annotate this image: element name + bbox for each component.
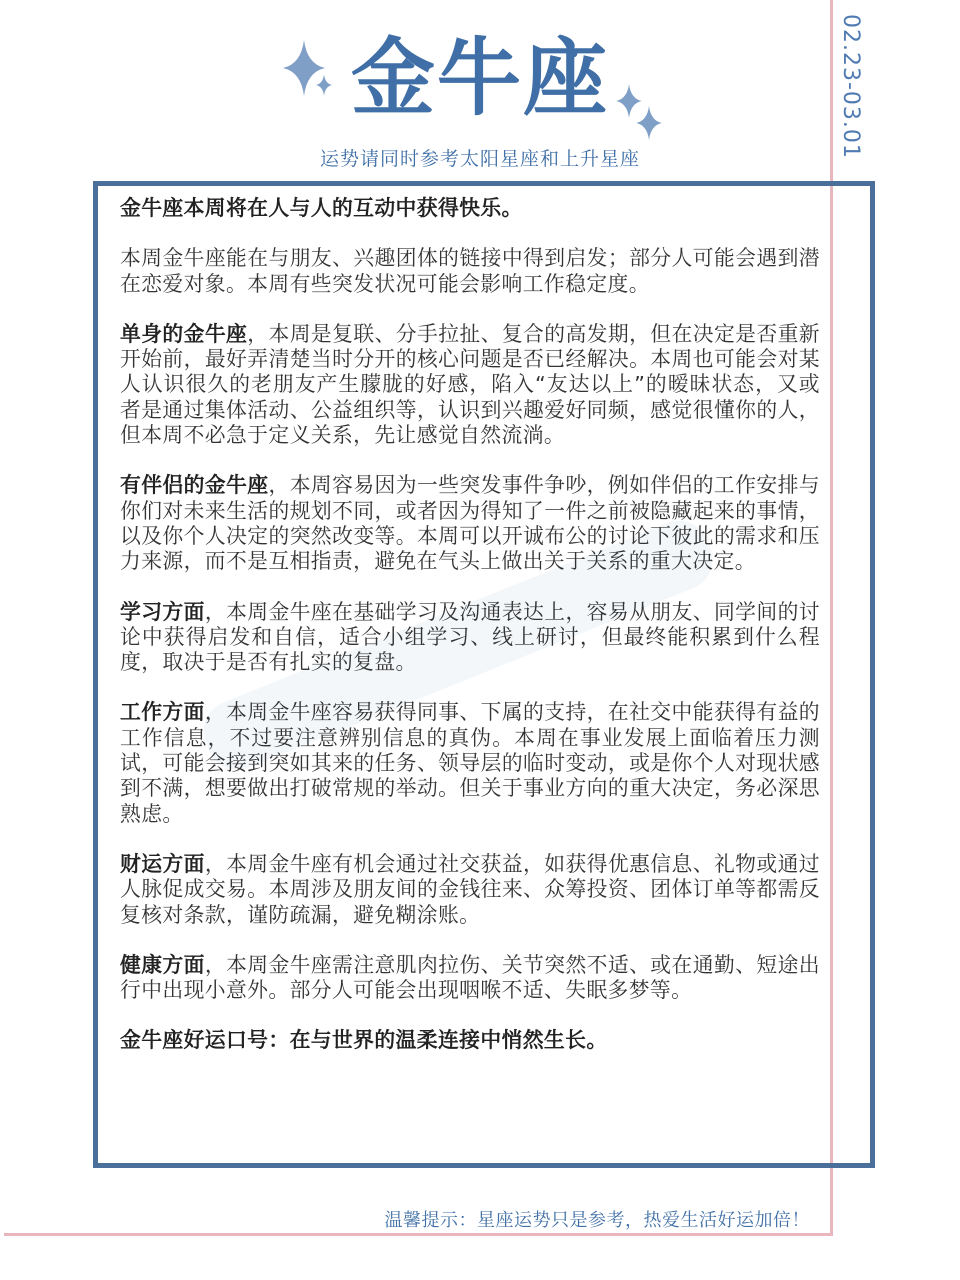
section-text: ，本周金牛座需注意肌肉拉伤、关节突然不适、或在通勤、短途出行中出现小意外。部分人可能会出现咽喉不适、失眠多梦等。 xyxy=(120,952,820,1003)
section-text: ，本周容易因为一些突发事件争吵，例如伴侣的工作安排与你们对未来生活的规划不同，或者因为得知了一件之前被隐藏起来的事情，以及你个人决定的突然改变等。本周可以开诚布公的讨论下彼此的需求和压力来源，而不是互相指责，避免在气头上做出关于关系的重大决定。 xyxy=(120,473,820,574)
section-finance xyxy=(120,852,820,928)
section-label: 有伴侣的金牛座 xyxy=(120,473,269,498)
overview-paragraph: 本周金牛座能在与朋友、兴趣团体的链接中得到启发；部分人可能会遇到潜在恋爱对象。本周有些突发状况可能会影响工作稳定度。 xyxy=(120,246,820,296)
section-study xyxy=(120,600,820,676)
date-range: 02.23-03.01 xyxy=(838,14,863,159)
footer-tip: 温馨提示：星座运势只是参考，热爱生活好运加倍！ xyxy=(384,1210,810,1231)
section-work xyxy=(120,700,820,826)
intro-paragraph xyxy=(120,196,820,221)
page-title: 金牛座 xyxy=(350,29,609,127)
slogan-text: 金牛座好运口号：在与世界的温柔连接中悄然生长。 xyxy=(120,1028,608,1053)
slogan-paragraph xyxy=(120,1028,820,1053)
section-text: ，本周金牛座在基础学习及沟通表达上，容易从朋友、同学间的讨论中获得启发和自信，适合小组学习、线上研讨，但最终能积累到什么程度，取决于是否有扎实的复盘。 xyxy=(120,599,820,675)
pink-frame-horizontal xyxy=(4,1233,833,1236)
section-single xyxy=(120,322,820,448)
horoscope-content xyxy=(120,196,820,1079)
section-health xyxy=(120,953,820,1004)
section-text: ，本周是复联、分手拉扯、复合的高发期，但在决定是否重新开始前，最好弄清楚当时分开的核心问题是否已经解决。本周也可能会对某人认识很久的老朋友产生朦胧的好感，陷入“友达以上”的暧昧状态，又或者是通过集体活动、公益组织等，认识到兴趣爱好同频，感觉很懂你的人，但本周不必急于定义关系，先让感觉自然流淌。 xyxy=(120,321,820,448)
intro-text: 金牛座本周将在人与人的互动中获得快乐。 xyxy=(120,196,523,220)
section-label: 单身的金牛座 xyxy=(120,321,248,346)
section-label: 学习方面 xyxy=(120,599,205,624)
section-label: 健康方面 xyxy=(120,952,205,977)
section-partnered xyxy=(120,473,820,574)
page-subtitle: 运势请同时参考太阳星座和上升星座 xyxy=(319,148,640,170)
section-label: 财运方面 xyxy=(120,851,205,876)
section-label: 工作方面 xyxy=(120,700,205,725)
section-text: ，本周金牛座有机会通过社交获益，如获得优惠信息、礼物或通过人脉促成交易。本周涉及朋友间的金钱往来、众筹投资、团体订单等都需反复核对条款，谨防疏漏，避免糊涂账。 xyxy=(120,851,820,927)
section-text: ，本周金牛座容易获得同事、下属的支持，在社交中能获得有益的工作信息，不过要注意辨别信息的真伪。本周在事业发展上面临着压力测试，可能会接到突如其来的任务、领导层的临时变动，或是你个人对现状感到不满，想要做出打破常规的举动。但关于事业方向的重大决定，务必深思熟虑。 xyxy=(120,700,820,826)
